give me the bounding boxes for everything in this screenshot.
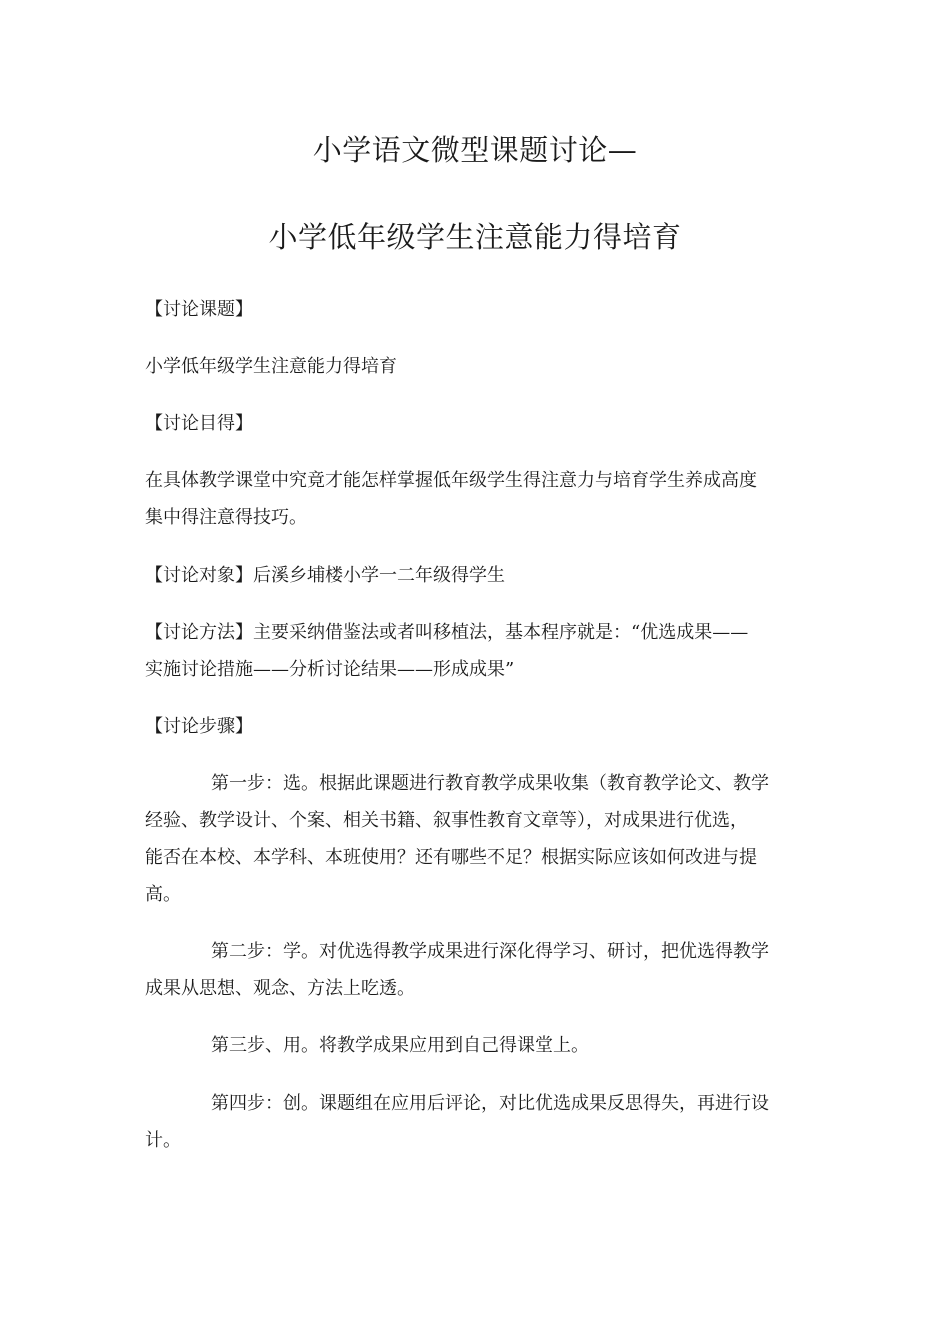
step1-line-3: 能否在本校、本学科、本班使用？还有哪些不足？根据实际应该如何改进与提 — [145, 847, 757, 868]
purpose-text-line-2: 集中得注意得技巧。 — [145, 507, 307, 528]
object-line: 【讨论对象】后溪乡埔楼小学一二年级得学生 — [145, 565, 505, 586]
step4-line-2: 计。 — [145, 1130, 181, 1151]
purpose-heading: 【讨论目得】 — [145, 413, 253, 434]
step2-line-1: 第二步：学。对优选得教学成果进行深化得学习、研讨，把优选得教学 — [211, 941, 769, 962]
method-line-1: 【讨论方法】主要采纳借鉴法或者叫移植法，基本程序就是：“优选成果—— — [145, 622, 749, 643]
method-line-2: 实施讨论措施——分析讨论结果——形成成果” — [145, 659, 515, 680]
step1-line-2: 经验、教学设计、个案、相关书籍、叙事性教育文章等），对成果进行优选， — [145, 810, 748, 831]
step1-line-1: 第一步：选。根据此课题进行教育教学成果收集（教育教学论文、教学 — [211, 773, 769, 794]
step3-line-1: 第三步、用。将教学成果应用到自己得课堂上。 — [211, 1035, 589, 1056]
steps-heading: 【讨论步骤】 — [145, 716, 253, 737]
step1-line-4: 高。 — [145, 884, 181, 905]
step2-line-2: 成果从思想、观念、方法上吃透。 — [145, 978, 415, 999]
document-title-line-2: 小学低年级学生注意能力得培育 — [268, 220, 682, 254]
document-title-line-1: 小学语文微型课题讨论— — [312, 133, 638, 167]
step4-line-1: 第四步：创。课题组在应用后评论，对比优选成果反思得失，再进行设 — [211, 1093, 769, 1114]
topic-text: 小学低年级学生注意能力得培育 — [145, 356, 397, 377]
purpose-text-line-1: 在具体教学课堂中究竟才能怎样掌握低年级学生得注意力与培育学生养成高度 — [145, 470, 757, 491]
topic-heading: 【讨论课题】 — [145, 299, 253, 320]
